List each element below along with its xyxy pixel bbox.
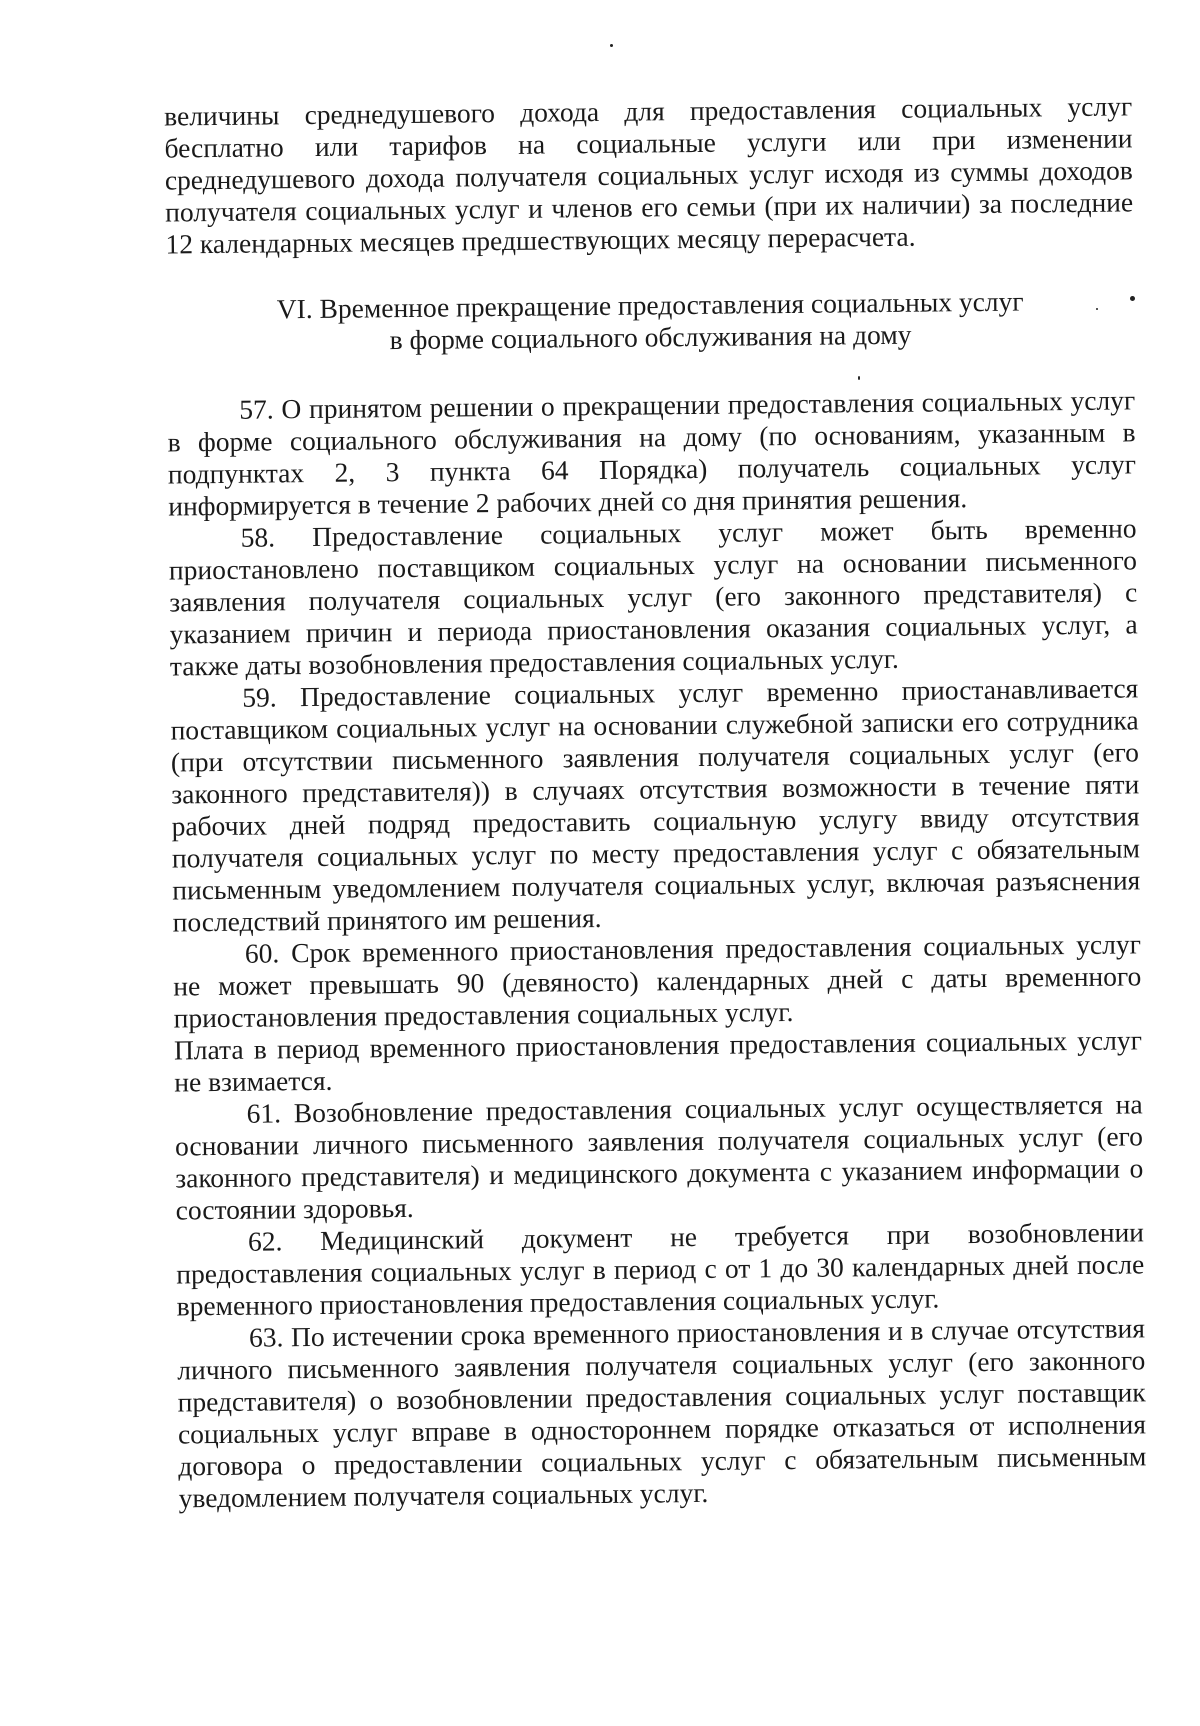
paragraph-60-fee-note: Плата в период временного приостановления предоставления социальных услуг не взимается. [173, 1024, 1143, 1098]
paragraph-59: 59. Предоставление социальных услуг временно приостанавливается поставщиком социальных услуг на основании служебной записки его сотрудника (при отсутствии письменного заявления получателя социальных услуг (его законного представителя)) в случаях отсутствия возможности в течение пяти рабочих дней подряд предоставить социальную услугу ввиду отсутствия получателя социальных услуг по месту предоставления услуг с обязательным письменным уведомлением получателя социальных услуг, включая разъяснения последствий принятого им решения. [170, 672, 1141, 938]
scan-speck [610, 44, 613, 47]
paragraph-63: 63. По истечении срока временного приостановления и в случае отсутствия личного письменного заявления получателя социальных услуг (его законного представителя) о возобновлении предоставления социальных услуг поставщик социальных услуг вправе в одностороннем порядке отказаться от исполнения договора о предоставлении социальных услуг с обязательным письменным уведомлением получателя социальных услуг. [177, 1312, 1147, 1514]
paragraph-57: 57. О принятом решении о прекращении предоставления социальных услуг в форме социального обслуживания на дому (по основаниям, указанным в подпунктах 2, 3 пункта 64 Порядка) получатель социальных услуг информируется в течение 2 рабочих дней со дня принятия решения. [167, 384, 1137, 522]
intro-paragraph: величины среднедушевого дохода для предоставления социальных услуг бесплатно или тарифов на социальные услуги или при изменении среднедушевого дохода получателя социальных услуг исходя из суммы доходов получателя социальных услуг и членов его семьи (при их наличии) за последние 12 календарных месяцев предшествующих месяцу перерасчета. [164, 90, 1134, 260]
section-heading-line-1: VI. Временное прекращение предоставления социальных услуг [276, 285, 1024, 325]
paragraph-58: 58. Предоставление социальных услуг может быть временно приостановлено поставщиком социальных услуг на основании письменного заявления получателя социальных услуг (его законного представителя) с указанием причин и периода приостановления оказания социальных услуг, а также даты возобновления предоставления социальных услуг. [168, 512, 1138, 682]
paragraph-61: 61. Возобновление предоставления социальных услуг осуществляется на основании личного письменного заявления получателя социальных услуг (его законного представителя) и медицинского документа с указанием информации о состоянии здоровья. [174, 1088, 1144, 1226]
section-heading [166, 284, 1135, 358]
scan-speck [1130, 296, 1135, 301]
section-heading-line-2: в форме социального обслуживания на дому [389, 318, 912, 356]
paragraph-62: 62. Медицинский документ не требуется при возобновлении предоставления социальных услуг в период с от 1 до 30 календарных дней после временного приостановления предоставления социальных услуг. [176, 1216, 1145, 1322]
scan-speck [1096, 308, 1098, 310]
paragraph-60: 60. Срок временного приостановления предоставления социальных услуг не может превышать 90 (девяносто) календарных дней с даты временного приостановления предоставления социальных услуг. [173, 928, 1142, 1034]
scan-speck [858, 376, 860, 380]
document-body [164, 90, 1147, 1514]
